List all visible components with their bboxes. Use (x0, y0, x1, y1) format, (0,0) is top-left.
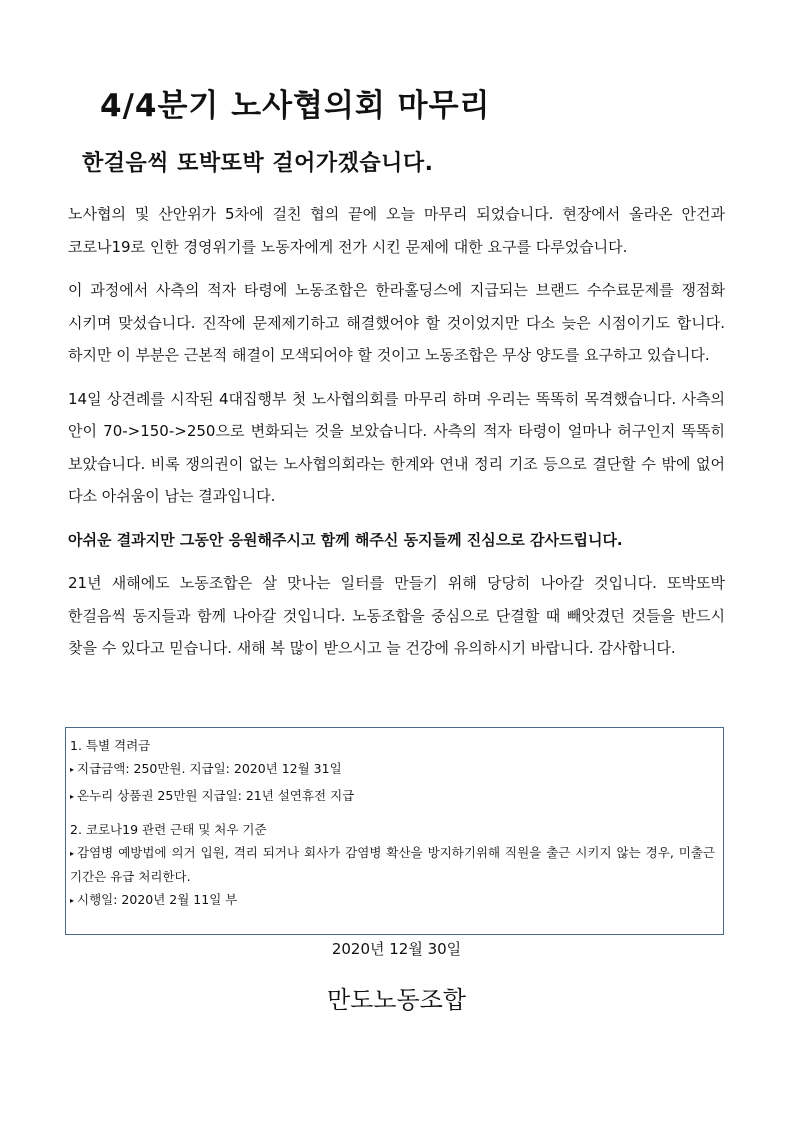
bonus-item-2-text: 온누리 상품권 25만원 지급일: 21년 설연휴전 지급 (77, 788, 355, 803)
info-box (65, 727, 724, 935)
section-title-covid: 2. 코로나19 관련 근태 및 처우 기준 (70, 822, 267, 837)
triangle-bullet-icon: ▸ (70, 849, 75, 858)
page-title: 4/4분기 노사협의회 마무리 (100, 88, 491, 124)
triangle-bullet-icon: ▸ (70, 765, 75, 774)
covid-item-2 (70, 888, 715, 912)
page-subtitle: 한걸음씩 또박또박 걸어가겠습니다. (82, 151, 434, 176)
covid-item-1 (70, 841, 715, 888)
paragraph-3: 14일 상견례를 시작된 4대집행부 첫 노사협의회를 마무리 하며 우리는 똑똑히 목격했습니다. 사측의 안이 70->150->250으로 변화되는 것을 보았습니다. 사측의 적자 타령이 얼마나 허구인지 똑똑히 보았습니다. 비록 쟁의권이 없는 노사협의회라는 한계와 연내 정리 기조 등으로 결단할 수 밖에 없어 다소 아쉬움이 남는 결과입니다. (68, 389, 725, 505)
covid-item-2-text: 시행일: 2020년 2월 11일 부 (77, 892, 238, 907)
body-text (68, 198, 725, 676)
covid-item-1-text: 감염병 예방법에 의거 입원, 격리 되거나 회사가 감염병 확산을 방지하기위해 직원을 출근 시키지 않는 경우, 미출근 기간은 유급 처리한다. (70, 845, 715, 884)
paragraph-2: 이 과정에서 사측의 적자 타령에 노동조합은 한라홀딩스에 지급되는 브랜드 수수료문제를 쟁점화 시키며 맞섰습니다. 진작에 문제제기하고 해결했어야 할 것이었지만 다소 늦은 시점이기도 합니다. 하지만 이 부분은 근본적 해결이 모색되어야 할 것이고 노동조합은 무상 양도를 요구하고 있습니다. (68, 281, 725, 364)
paragraph-thanks: 아쉬운 결과지만 그동안 응원해주시고 함께 해주신 동지들께 진심으로 감사드립니다. (68, 530, 623, 549)
bonus-item-1 (70, 757, 715, 781)
paragraph-5: 21년 새해에도 노동조합은 살 맛나는 일터를 만들기 위해 당당히 나아갈 것입니다. 또박또박 한걸음씩 동지들과 함께 나아갈 것입니다. 노동조합을 중심으로 단결할 때 빼앗겼던 것들을 반드시 찾을 수 있다고 믿습니다. 새해 복 많이 받으시고 늘 건강에 유의하시기 바랍니다. 감사합니다. (68, 574, 725, 657)
section-title-bonus: 1. 특별 격려금 (70, 738, 151, 753)
organization-name: 만도노동조합 (326, 986, 467, 1014)
triangle-bullet-icon: ▸ (70, 792, 75, 801)
document-date: 2020년 12월 30일 (331, 940, 462, 958)
bonus-item-2 (70, 784, 715, 808)
bonus-item-1-text: 지급금액: 250만원. 지급일: 2020년 12월 31일 (77, 761, 342, 776)
triangle-bullet-icon: ▸ (70, 896, 75, 905)
paragraph-1: 노사협의 및 산안위가 5차에 걸친 협의 끝에 오늘 마무리 되었습니다. 현장에서 올라온 안건과 코로나19로 인한 경영위기를 노동자에게 전가 시킨 문제에 대한 요구를 다루었습니다. (68, 205, 725, 256)
